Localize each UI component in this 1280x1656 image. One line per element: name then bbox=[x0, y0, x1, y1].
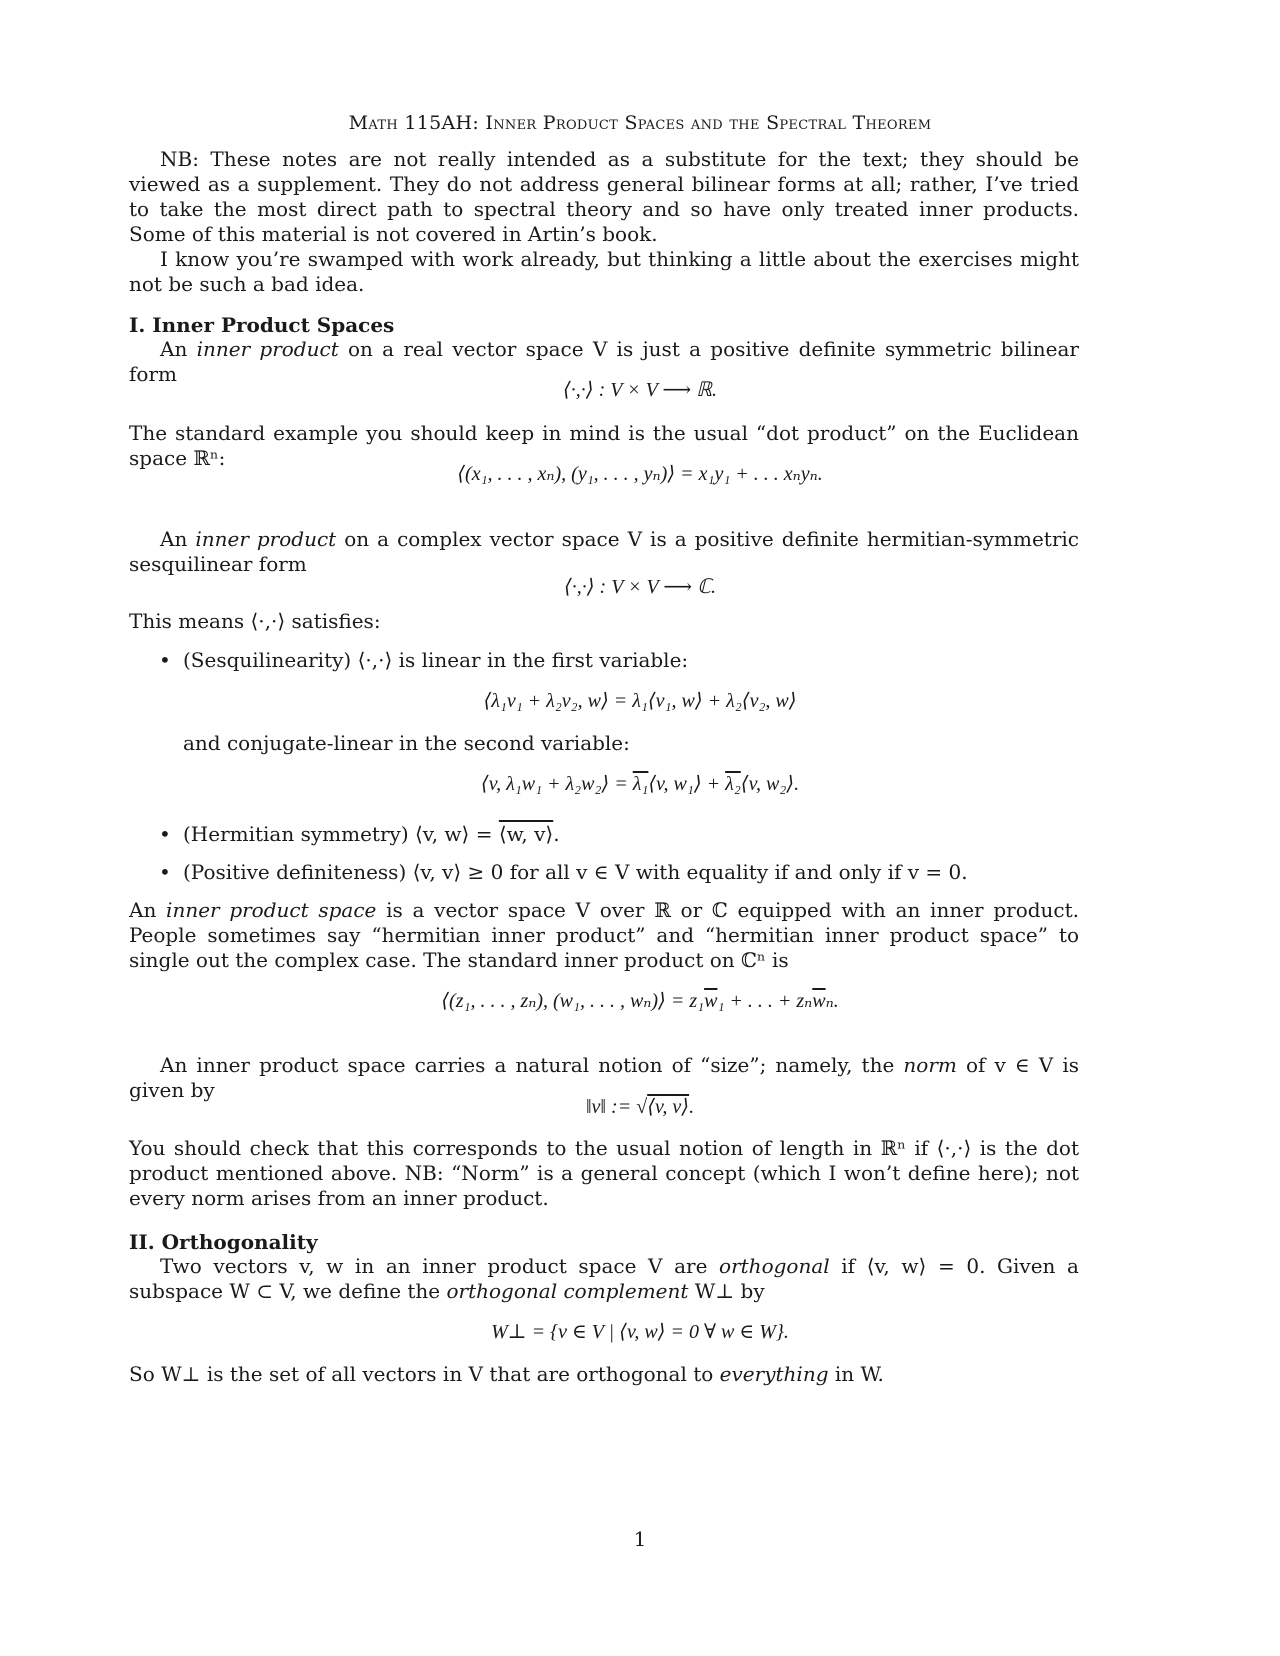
bullet-hermitian-symmetry bbox=[159, 822, 560, 847]
text: is a vector space V over ℝ or ℂ equipped with an inner product. People sometimes say “hermitian inner product” and “hermitian inner product space” to single out the complex case. The standard inner product on ℂⁿ is bbox=[129, 898, 1080, 972]
text: An bbox=[129, 898, 167, 922]
equation-complex-form: ⟨·,·⟩ : V × V ⟶ ℂ. bbox=[563, 576, 717, 598]
equation-orthogonal-complement: W⊥ = {v ∈ V | ⟨v, w⟩ = 0 ∀ w ∈ W}. bbox=[491, 1321, 789, 1343]
eq-part: ⟨(z₁, . . . , zₙ), (w₁, . . . , wₙ)⟩ = z₁ bbox=[441, 990, 705, 1012]
orthogonal-definition bbox=[129, 1254, 1079, 1304]
term: inner product bbox=[196, 337, 339, 361]
bullet-text: (Hermitian symmetry) ⟨v, w⟩ = bbox=[183, 822, 499, 846]
conj-wn: $\overline{w}$ bbox=[812, 990, 826, 1012]
text: on a complex vector space V is a positive definite hermitian-symmetric sesquilinear form bbox=[129, 527, 1079, 576]
eq-part: ₙ. bbox=[825, 990, 839, 1012]
bullet-text: (Positive definiteness) ⟨v, v⟩ ≥ 0 for all v ∈ V with equality if and only if v = 0. bbox=[183, 860, 968, 884]
term: inner product space bbox=[166, 898, 377, 922]
orthogonal-summary bbox=[129, 1362, 884, 1387]
norm-check bbox=[129, 1136, 1079, 1211]
eq-part: ₁ + . . . + zₙ bbox=[717, 990, 813, 1012]
intro bbox=[129, 147, 1079, 297]
conj-w1: $\overline{w}$ bbox=[704, 990, 718, 1012]
complex-inner-product-definition bbox=[129, 527, 1079, 577]
bullet-text: (Sesquilinearity) ⟨·,·⟩ is linear in the first variable: bbox=[183, 648, 689, 672]
term: orthogonal complement bbox=[446, 1279, 689, 1303]
conjugate-linear-text: and conjugate-linear in the second variable: bbox=[183, 731, 630, 755]
inner-product-space-definition bbox=[129, 898, 1079, 973]
text: of v ∈ V is given by bbox=[129, 1053, 1079, 1102]
term: everything bbox=[719, 1362, 829, 1386]
bullet-icon: • bbox=[159, 822, 171, 846]
bullet-positive-definiteness bbox=[159, 860, 968, 885]
intro-paragraph-2: I know you’re swamped with work already, but thinking a little about the exercises might not be such a bad idea. bbox=[129, 247, 1079, 296]
bullet-sesquilinearity bbox=[159, 648, 688, 673]
eq-part: ⟨v, w₂⟩. bbox=[740, 773, 800, 795]
norm-check-text: You should check that this corresponds to the usual notion of length in ℝⁿ if ⟨·,·⟩ is the dot product mentioned above. NB: “Norm” is a general concept (which I won’t define here); not every norm arises from an inner product. bbox=[129, 1136, 1079, 1210]
text: An inner product space carries a natural notion of “size”; namely, the bbox=[160, 1053, 904, 1077]
conjugate-bracket: ⟨w, v⟩ bbox=[498, 822, 554, 846]
bullet-icon: • bbox=[159, 860, 171, 884]
equation-real-form: ⟨·,·⟩ : V × V ⟶ ℝ. bbox=[563, 379, 717, 401]
conj-lambda-2: λ₂ bbox=[725, 773, 741, 795]
eq-part: ‖v‖ := √ bbox=[585, 1096, 648, 1118]
term: orthogonal bbox=[719, 1254, 830, 1278]
text: So W⊥ is the set of all vectors in V that are orthogonal to bbox=[129, 1362, 720, 1386]
bullet-text-end: . bbox=[553, 822, 560, 846]
eq-part: ⟨v, λ₁w₁ + λ₂w₂⟩ = bbox=[480, 773, 633, 795]
equation-cn-inner-product bbox=[0, 989, 1280, 1014]
equation-dot-product: ⟨(x₁, . . . , xₙ), (y₁, . . . , yₙ)⟩ = x₁y₁ + . . . xₙyₙ. bbox=[457, 463, 823, 485]
standard-example-text: The standard example you should keep in mind is the usual “dot product” on the Euclidean space ℝⁿ: bbox=[129, 421, 1079, 470]
term: norm bbox=[903, 1053, 957, 1077]
section-1-heading: I. Inner Product Spaces bbox=[129, 313, 395, 337]
text: in W. bbox=[828, 1362, 884, 1386]
radicand: ⟨v, v⟩ bbox=[647, 1096, 690, 1118]
intro-paragraph-1: NB: These notes are not really intended as a substitute for the text; they should be viewed as a supplement. They do not address general bilinear forms at all; rather, I’ve tried to take the most direct path to spectral theory and so have only treated inner products. Some of this material is not covered in Artin’s book. bbox=[129, 147, 1079, 246]
text: An bbox=[160, 337, 197, 361]
text: W⊥ by bbox=[688, 1279, 765, 1303]
text: Two vectors v, w in an inner product space V are bbox=[160, 1254, 720, 1278]
page-number: 1 bbox=[633, 1527, 647, 1551]
section-2-heading: II. Orthogonality bbox=[129, 1230, 318, 1254]
eq-part: . bbox=[689, 1096, 695, 1118]
conj-lambda-1: λ₁ bbox=[632, 773, 649, 795]
eq-part: ⟨v, w₁⟩ + bbox=[648, 773, 726, 795]
text: if ⟨v, w⟩ = 0. Given a subspace W ⊂ V, we define the bbox=[129, 1254, 1079, 1303]
text: on a real vector space V is just a positive definite symmetric bilinear form bbox=[129, 337, 1079, 386]
term: inner product bbox=[195, 527, 337, 551]
equation-conjugate-linear bbox=[0, 772, 1280, 797]
page-title: Math 115AH: Inner Product Spaces and the Spectral Theorem bbox=[348, 112, 932, 134]
text: An bbox=[160, 527, 196, 551]
equation-norm bbox=[0, 1095, 1280, 1120]
equation-linear: ⟨λ₁v₁ + λ₂v₂, w⟩ = λ₁⟨v₁, w⟩ + λ₂⟨v₂, w⟩ bbox=[483, 690, 797, 712]
this-means: This means ⟨·,·⟩ satisfies: bbox=[129, 609, 381, 633]
bullet-icon: • bbox=[159, 648, 171, 672]
